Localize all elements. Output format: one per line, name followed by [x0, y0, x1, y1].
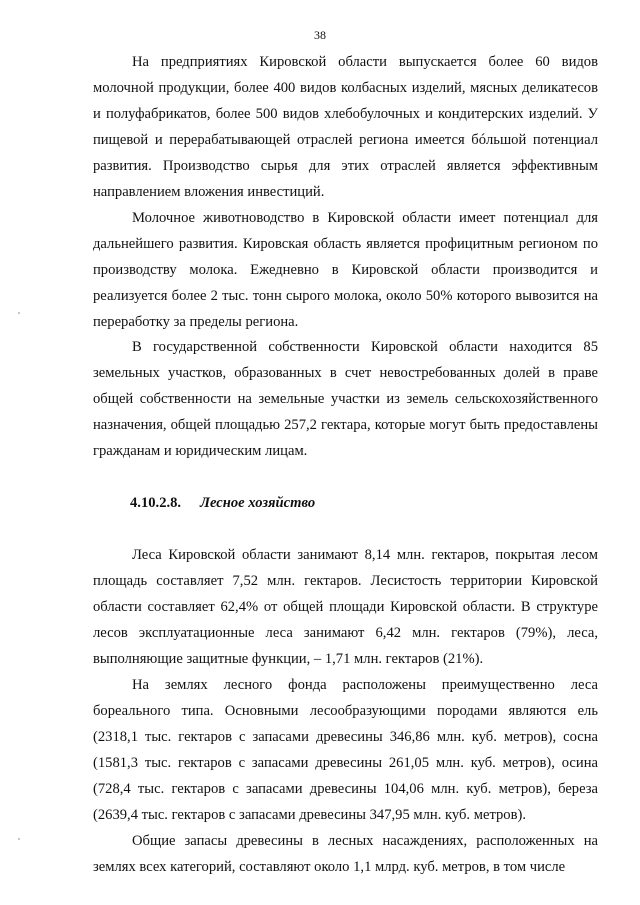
page-body	[93, 50, 598, 881]
page-number: 38	[314, 28, 326, 42]
paragraph-dairy-farming: Молочное животноводство в Кировской области имеет потенциал для дальнейшего развития. Кировская область является профицитным регионом по производству молока. Ежедневно в Кировской области производится и реализуется более 2 тыс. тонн сырого молока, около 50% которого вывозится на переработку за пределы региона.	[93, 209, 598, 330]
section-title: Лесное хозяйство	[200, 495, 316, 512]
paragraph-timber-reserves: Общие запасы древесины в лесных насаждениях, расположенных на землях всех категорий, составляют около 1,1 млрд. куб. метров, в том числе	[93, 832, 598, 875]
paragraph-forest-area: Леса Кировской области занимают 8,14 млн. гектаров, покрытая лесом площадь составляет 7,52 млн. гектаров. Лесистость территории Кировской области составляет 62,4% от общей площади Кировской области. В структуре лесов эксплуатационные леса занимают 6,42 млн. гектаров (79%), леса, выполняющие защитные функции, – 1,71 млн. гектаров (21%).	[93, 547, 598, 668]
section-heading	[93, 491, 598, 517]
scan-speck	[18, 838, 20, 840]
paragraph-land-plots: В государственной собственности Кировской области находится 85 земельных участков, образованных в счет невостребованных долей в праве общей собственности на земельные участки из земель сельскохозяйственного назначения, общей площадью 257,2 гектара, которые могут быть предоставлены гражданам и юридическим лицам.	[93, 339, 598, 460]
paragraph-forest-species: На землях лесного фонда расположены преимущественно леса бореального типа. Основными лесообразующими породами являются ель (2318,1 тыс. гектаров с запасами древесины 346,86 млн. куб. метров), сосна (1581,3 тыс. гектаров с запасами древесины 261,05 млн. куб. метров), осина (728,4 тыс. гектаров с запасами древесины 104,06 млн. куб. метров), береза (2639,4 тыс. гектаров с запасами древесины 347,95 млн. куб. метров).	[93, 676, 598, 823]
paragraph-food-industry: На предприятиях Кировской области выпускается более 60 видов молочной продукции, более 400 видов колбасных изделий, мясных деликатесов и полуфабрикатов, более 500 видов хлебобулочных и кондитерских изделий. У пищевой и перерабатывающей отраслей региона имеется бóльшой потенциал развития. Производство сырья для этих отраслей является эффективным направлением вложения инвестиций.	[93, 54, 598, 200]
section-number: 4.10.2.8.	[130, 495, 182, 512]
scan-speck	[18, 312, 20, 314]
